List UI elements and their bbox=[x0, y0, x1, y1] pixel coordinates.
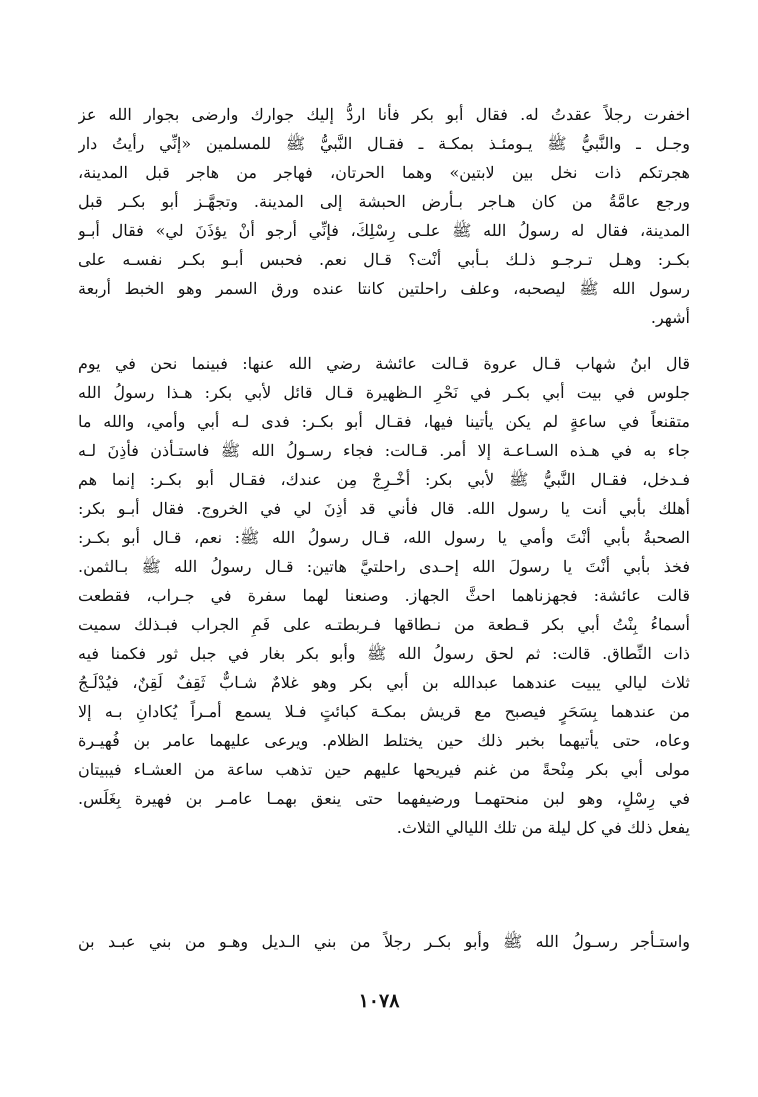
paragraph-1 bbox=[78, 100, 690, 332]
text-line: هجرتكم ذات نخل بين لابتين» وهما الحرتان، فهاجر من هاجر قبل المدينة، bbox=[78, 163, 690, 182]
text-line: الصحبةُ بأبي أنْتَ وأمي يا رسول الله، قـال رسولُ الله ﷺ: نعم، قـال أبو بكـر: bbox=[78, 528, 690, 547]
text-line: قالت عائشة: فجهزناهما احثَّ الجهاز. وصنعنا لهما سفرة في جـراب، فقطعت bbox=[78, 586, 690, 605]
text-line: وعاه، حتى يأتيهما بخبر ذلك حين يختلط الظلام. ويرعى عليهما عامر بن فُهيـرة bbox=[78, 731, 690, 750]
text-line: أهلك بأبي أنت يا رسول الله. قال فأني قد أذِنَ لي في الخروج. فقال أبـو بكر: bbox=[78, 499, 690, 518]
text-line: رسول الله ﷺ ليصحبه، وعلف راحلتين كانتا عنده ورق السمر وهو الخبط أربعة bbox=[78, 279, 690, 298]
text-line: أشهر. bbox=[650, 308, 690, 327]
text-line: المدينة، فقال له رسولُ الله ﷺ علـى رِسْلِكَ، فإنِّي أرجو أنْ يؤذَنَ لي» فقال أبـو bbox=[78, 221, 690, 240]
text-line: ورجع عامَّةُ من كان هـاجر بـأرض الحبشة إلى المدينة. وتجهَّـز أبو بكـر قبل bbox=[78, 192, 690, 211]
text-line: في رِسْلٍ، وهو لبن منحتهمـا ورضيفهما حتى ينعق بهمـا عامـر بن فهيرة بِغَلَس. bbox=[78, 789, 690, 808]
text-line: ثلاث ليالي يبيت عندهما عبدالله بن أبي بكر وهو غلامٌ شـابٌّ ثَقِفٌ لَقِنٌ، فيُدْلَـجُ bbox=[78, 673, 690, 692]
text-line: ذات النِّطاق. قالت: ثم لحق رسولُ الله ﷺ وأبو بكر بغار في جبل ثور فكمنا فيه bbox=[78, 644, 690, 663]
text-line: مولى أبي بكر مِنْحةً من غنم فيريحها عليهم حين تذهب ساعة من العشـاء فيبيتان bbox=[78, 760, 690, 779]
text-line: واستـأجر رسـولُ الله ﷺ وأبو بكـر رجلاً من بني الـديل وهـو من بني عبـد بن bbox=[78, 932, 690, 951]
text-line: يفعل ذلك في كل ليلة من تلك الليالي الثلاث. bbox=[396, 818, 690, 837]
text-line: متقنعاً في ساعةٍ لم يكن يأتينا فيها، فقـال أبو بكـر: فدى لـه أبي وأمي، والله ما bbox=[78, 412, 690, 431]
text-line: جلوس في بيت أبي بكـر في نَحْرِ الـظهيرة قـال قائل لأبي بكر: هـذا رسولُ الله bbox=[78, 383, 690, 402]
text-line: جاء به في هـذه السـاعـة إلا أمر. قـالت: فجاء رسـولُ الله ﷺ فاستـأذن فأذِنَ لـه bbox=[78, 441, 690, 460]
text-line: أسماءُ بِنْتُ أبي بكر قـطعة من نـطاقها فـربطتـه على فَمِ الجراب فبـذلك سميت bbox=[78, 615, 690, 634]
page-number: ١٠٧٨ bbox=[358, 990, 400, 1012]
text-line: بكـر: وهـل تـرجـو ذلـك بـأبي أنْت؟ قـال نعم. فحبس أبـو بكـر نفسـه على bbox=[78, 250, 690, 269]
text-line: فخذ بأبي أنْتَ يا رسولَ الله إحـدى راحلتيَّ هاتين: قـال رسولُ الله ﷺ بـالثمن. bbox=[78, 557, 690, 576]
text-line: قال ابنُ شهاب قـال عروة قـالت عائشة رضي الله عنها: فبينما نحن في يوم bbox=[78, 354, 690, 373]
paragraph-2 bbox=[78, 349, 690, 842]
paragraph-3 bbox=[78, 927, 690, 956]
text-line: وجـل ـ والنَّبيُّ ﷺ يـومئـذ بمكـة ـ فقـال النَّبيُّ ﷺ للمسلمين «إنِّي رأيتُ دار bbox=[78, 134, 690, 153]
text-line: من عندهما بِسَحَرٍ فيصبح مع قريش بمكـة كبائتٍ فـلا يسمع أمـراً يُكادانِ بـه إلا bbox=[78, 702, 690, 721]
text-line: فـدخل، فقـال النَّبيُّ ﷺ لأبي بكر: أخْـرِجْ مِن عندك، فقـال أبو بكـر: إنما هم bbox=[78, 470, 690, 489]
text-line: اخفرت رجلاً عقدتُ له. فقال أبو بكر فأنا اردُّ إليك جوارك وارضى بجوار الله عز bbox=[78, 105, 690, 124]
